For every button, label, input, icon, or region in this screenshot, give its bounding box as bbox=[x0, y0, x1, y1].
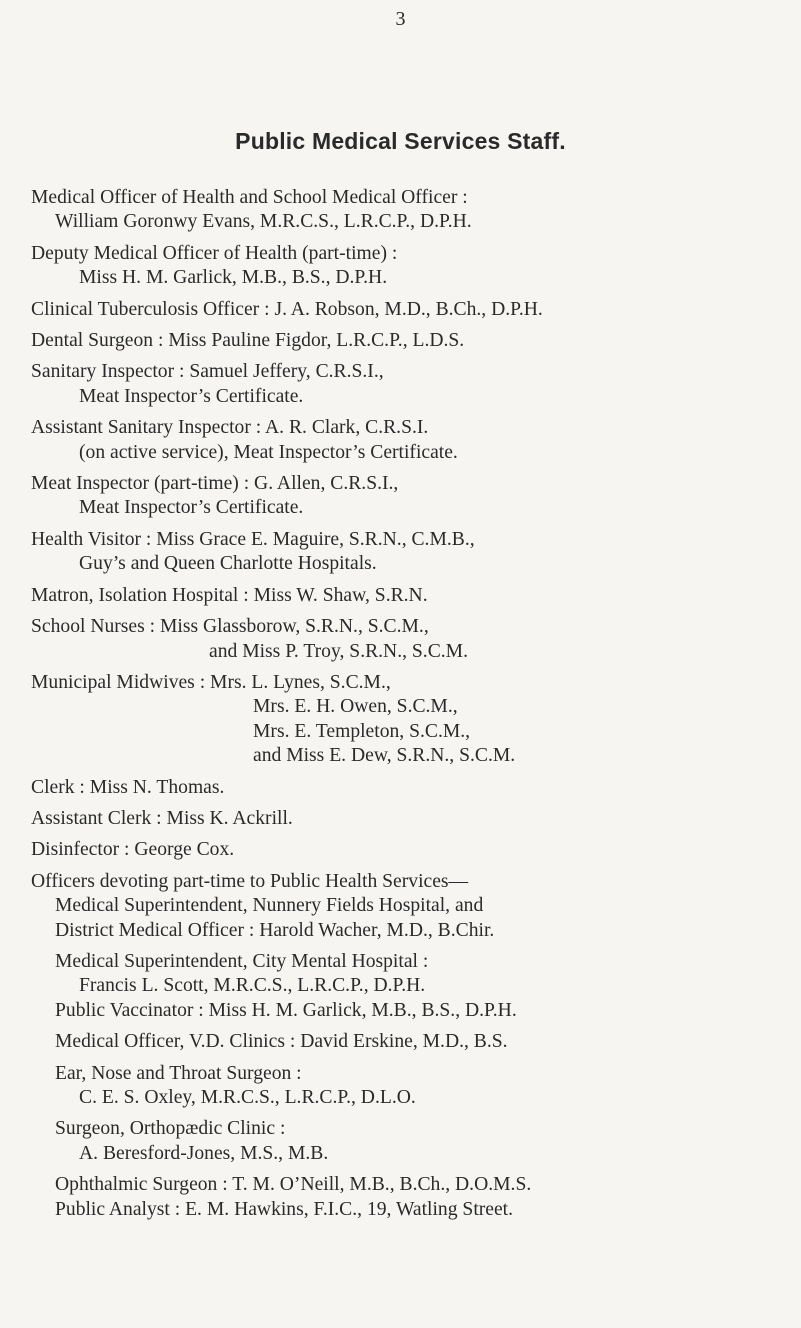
entry-line-school-nurses-cont: and Miss P. Troy, S.R.N., S.C.M. bbox=[209, 640, 468, 662]
entry-line-vaccinator: Public Vaccinator : Miss H. M. Garlick, M.B., B.S., D.P.H. bbox=[55, 999, 517, 1021]
entry-line-moh-role: Medical Officer of Health and School Medical Officer : bbox=[31, 187, 468, 208]
entry-line-health-visitor: Health Visitor : Miss Grace E. Maguire, S.R.N., C.M.B., bbox=[31, 528, 475, 550]
entry-line-disinfector: Disinfector : George Cox. bbox=[31, 839, 235, 861]
entry-line-vd-clinics: Medical Officer, V.D. Clinics : David Erskine, M.D., B.S. bbox=[55, 1031, 508, 1053]
entry-line-ent-name: C. E. S. Oxley, M.R.C.S., L.R.C.P., D.L.O. bbox=[79, 1087, 416, 1108]
entry-line-health-visitor-hospitals: Guy’s and Queen Charlotte Hospitals. bbox=[79, 553, 377, 575]
entry-line-nunnery-role: Medical Superintendent, Nunnery Fields Hospital, and bbox=[55, 895, 484, 917]
entry-line-sanitary-inspector: Sanitary Inspector : Samuel Jeffery, C.R.S.I., bbox=[31, 361, 384, 383]
entry-line-ophthalmic-surgeon: Ophthalmic Surgeon : T. M. O’Neill, M.B., B.Ch., D.O.M.S. bbox=[55, 1174, 532, 1196]
entry-line-midwife-owen: Mrs. E. H. Owen, S.C.M., bbox=[253, 696, 458, 718]
entry-line-mental-hospital-role: Medical Superintendent, City Mental Hospital : bbox=[55, 950, 429, 972]
entry-line-tuberculosis-officer: Clinical Tuberculosis Officer : J. A. Robson, M.D., B.Ch., D.P.H. bbox=[31, 298, 543, 320]
entry-line-matron: Matron, Isolation Hospital : Miss W. Shaw, S.R.N. bbox=[31, 584, 428, 606]
entry-line-dental-surgeon: Dental Surgeon : Miss Pauline Figdor, L.R.C.P., L.D.S. bbox=[31, 330, 465, 352]
entry-line-deputy-role: Deputy Medical Officer of Health (part-time) : bbox=[31, 242, 398, 264]
entry-line-ent-role: Ear, Nose and Throat Surgeon : bbox=[55, 1062, 302, 1084]
entry-line-meat-certificate: Meat Inspector’s Certificate. bbox=[79, 497, 304, 519]
entry-line-orthopaedic-role: Surgeon, Orthopædic Clinic : bbox=[55, 1118, 286, 1140]
entry-line-assistant-sanitary: Assistant Sanitary Inspector : A. R. Clark, C.R.S.I. bbox=[31, 417, 429, 439]
staff-list bbox=[31, 186, 776, 1222]
entry-line-clerk: Clerk : Miss N. Thomas. bbox=[31, 776, 225, 798]
entry-line-mental-hospital-name: Francis L. Scott, M.R.C.S., L.R.C.P., D.P.H. bbox=[79, 975, 426, 997]
entry-line-meat-inspector: Meat Inspector (part-time) : G. Allen, C.R.S.I., bbox=[31, 473, 399, 495]
entry-line-nunnery-name: District Medical Officer : Harold Wacher, M.D., B.Chir. bbox=[55, 919, 495, 941]
entry-line-public-analyst: Public Analyst : E. M. Hawkins, F.I.C., 19, Watling Street. bbox=[55, 1198, 514, 1220]
entry-line-midwives: Municipal Midwives : Mrs. L. Lynes, S.C.M., bbox=[31, 671, 391, 693]
entry-line-school-nurses: School Nurses : Miss Glassborow, S.R.N., S.C.M., bbox=[31, 616, 429, 638]
entry-line-part-time-heading: Officers devoting part-time to Public Health Services— bbox=[31, 870, 469, 892]
entry-line-deputy-name: Miss H. M. Garlick, M.B., B.S., D.P.H. bbox=[79, 267, 388, 289]
page-title: Public Medical Services Staff. bbox=[235, 128, 566, 154]
entry-line-assistant-clerk: Assistant Clerk : Miss K. Ackrill. bbox=[31, 807, 293, 829]
page-number: 3 bbox=[395, 8, 406, 30]
entry-line-assistant-sanitary-note: (on active service), Meat Inspector’s Certificate. bbox=[79, 441, 458, 463]
entry-line-moh-name: William Goronwy Evans, M.R.C.S., L.R.C.P., D.P.H. bbox=[55, 211, 472, 233]
entry-line-orthopaedic-name: A. Beresford-Jones, M.S., M.B. bbox=[79, 1142, 329, 1164]
entry-line-midwife-templeton: Mrs. E. Templeton, S.C.M., bbox=[253, 720, 471, 742]
entry-line-sanitary-certificate: Meat Inspector’s Certificate. bbox=[79, 385, 304, 407]
entry-line-midwife-dew: and Miss E. Dew, S.R.N., S.C.M. bbox=[253, 745, 516, 767]
